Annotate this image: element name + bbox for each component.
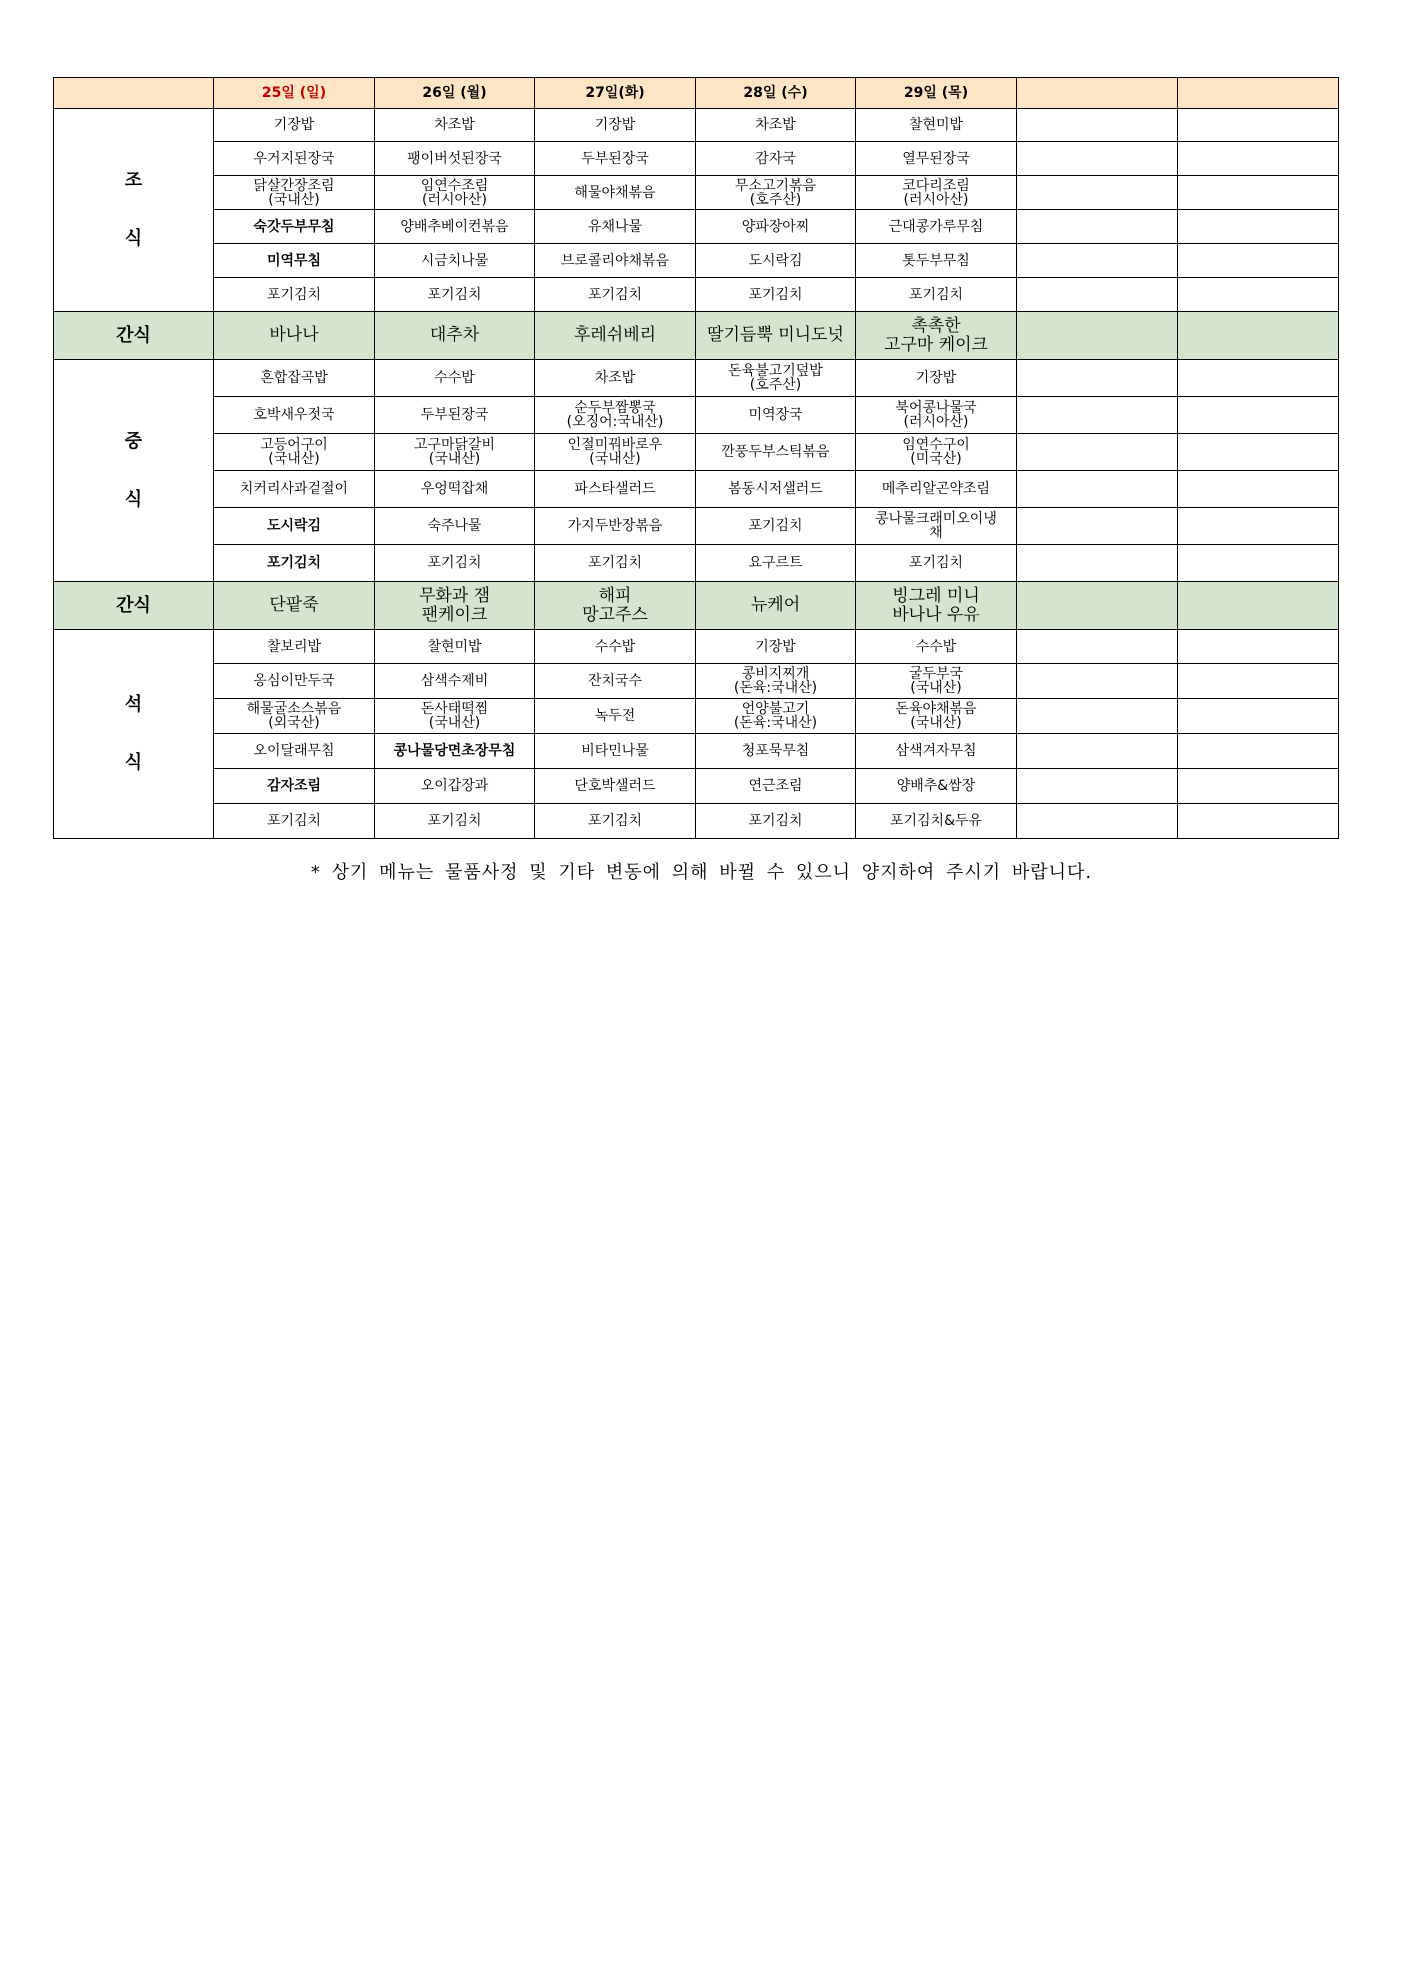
menu-item: 삼색겨자무침: [856, 734, 1017, 769]
menu-item: 숙주나물: [375, 508, 535, 545]
menu-item: 포기김치: [856, 278, 1017, 312]
menu-change-notice: * 상기 메뉴는 물품사정 및 기타 변동에 의해 바뀔 수 있으니 양지하여 주시기 바랍니다.: [310, 862, 1093, 883]
menu-item: [1017, 142, 1178, 176]
menu-item: [1017, 699, 1178, 734]
menu-item: 도시락김: [214, 508, 375, 545]
breakfast-row: [54, 210, 1339, 244]
menu-item: [1178, 434, 1339, 471]
menu-item: 차조밥: [696, 109, 856, 142]
menu-item: 고등어구이 (국내산): [214, 434, 375, 471]
dinner-label-bottom: 식: [124, 752, 143, 773]
lunch-row: [54, 471, 1339, 508]
menu-item: 기장밥: [214, 109, 375, 142]
menu-item: 포기김치: [535, 278, 696, 312]
snack-label: 간식: [54, 582, 214, 630]
menu-item: 열무된장국: [856, 142, 1017, 176]
menu-item: 봄동시저샐러드: [696, 471, 856, 508]
menu-item: 수수밥: [375, 360, 535, 397]
menu-item: 기장밥: [535, 109, 696, 142]
menu-item: [1017, 664, 1178, 699]
snack-item: 무화과 잼 팬케이크: [375, 582, 535, 630]
menu-item: 호박새우젓국: [214, 397, 375, 434]
snack-item: 해피 망고주스: [535, 582, 696, 630]
menu-item: 콩나물크래미오이냉 채: [856, 508, 1017, 545]
menu-item: [1017, 210, 1178, 244]
breakfast-label: [54, 109, 214, 312]
dinner-row: [54, 769, 1339, 804]
breakfast-label-top: 조: [124, 170, 143, 191]
menu-item: 두부된장국: [535, 142, 696, 176]
menu-item: [1178, 769, 1339, 804]
menu-item: [1017, 360, 1178, 397]
menu-item: [1017, 630, 1178, 664]
menu-item: 깐풍두부스틱볶음: [696, 434, 856, 471]
menu-item: 치커리사과겉절이: [214, 471, 375, 508]
menu-item: [1017, 176, 1178, 210]
snack-item: 빙그레 미니 바나나 우유: [856, 582, 1017, 630]
menu-item: 양파장아찌: [696, 210, 856, 244]
lunch-row: [54, 508, 1339, 545]
menu-item: 포기김치: [696, 278, 856, 312]
snack-item: [1178, 312, 1339, 360]
dinner-row: [54, 630, 1339, 664]
menu-item: 도시락김: [696, 244, 856, 278]
lunch-label-bottom: 식: [124, 488, 143, 510]
menu-item: 유채나물: [535, 210, 696, 244]
header-day: [1178, 78, 1339, 109]
snack-item: 뉴케어: [696, 582, 856, 630]
menu-item: 순두부짬뽕국 (오징어:국내산): [535, 397, 696, 434]
menu-item: [1017, 244, 1178, 278]
menu-item: [1178, 176, 1339, 210]
menu-item: [1017, 109, 1178, 142]
menu-item: 차조밥: [375, 109, 535, 142]
menu-item: 포기김치: [856, 545, 1017, 582]
lunch-section: [54, 360, 1339, 582]
breakfast-row: [54, 109, 1339, 142]
header-day: 26일 (월): [375, 78, 535, 109]
menu-item: 시금치나물: [375, 244, 535, 278]
menu-item: 청포묵무침: [696, 734, 856, 769]
lunch-label: [54, 360, 214, 582]
menu-item: 양배추베이컨볶음: [375, 210, 535, 244]
header-day: 25일 (일): [214, 78, 375, 109]
menu-item: 포기김치: [375, 804, 535, 839]
lunch-row: [54, 545, 1339, 582]
menu-item: 임연수조림 (러시아산): [375, 176, 535, 210]
dinner-section: [54, 630, 1339, 839]
lunch-row: [54, 434, 1339, 471]
menu-item: 돈육야채볶음 (국내산): [856, 699, 1017, 734]
menu-item: 코다리조림 (러시아산): [856, 176, 1017, 210]
header-day: 27일(화): [535, 78, 696, 109]
header-day: [1017, 78, 1178, 109]
menu-item: 혼합잡곡밥: [214, 360, 375, 397]
menu-item: 양배추&쌈장: [856, 769, 1017, 804]
breakfast-row: [54, 278, 1339, 312]
menu-item: 가지두반장볶음: [535, 508, 696, 545]
menu-item: 우엉떡잡채: [375, 471, 535, 508]
menu-item: 삼색수제비: [375, 664, 535, 699]
menu-item: [1017, 471, 1178, 508]
menu-item: 닭살간장조림 (국내산): [214, 176, 375, 210]
menu-item: 파스타샐러드: [535, 471, 696, 508]
menu-item: [1178, 804, 1339, 839]
snack-item: [1017, 582, 1178, 630]
menu-item: [1017, 508, 1178, 545]
menu-item: [1017, 545, 1178, 582]
menu-item: [1178, 244, 1339, 278]
menu-item: 요구르트: [696, 545, 856, 582]
menu-item: 포기김치&두유: [856, 804, 1017, 839]
menu-item: 포기김치: [214, 545, 375, 582]
menu-item: 고구마닭갈비 (국내산): [375, 434, 535, 471]
menu-item: [1178, 360, 1339, 397]
menu-item: 포기김치: [696, 804, 856, 839]
menu-item: 메추리알곤약조림: [856, 471, 1017, 508]
menu-item: [1017, 804, 1178, 839]
breakfast-row: [54, 244, 1339, 278]
menu-item: 연근조림: [696, 769, 856, 804]
menu-item: [1178, 630, 1339, 664]
menu-item: 팽이버섯된장국: [375, 142, 535, 176]
menu-item: [1017, 769, 1178, 804]
menu-item: [1017, 278, 1178, 312]
lunch-row: [54, 360, 1339, 397]
menu-item: 돈사태떡찜 (국내산): [375, 699, 535, 734]
menu-item: 두부된장국: [375, 397, 535, 434]
menu-item: 옹심이만두국: [214, 664, 375, 699]
menu-item: 수수밥: [856, 630, 1017, 664]
menu-item: 찰현미밥: [856, 109, 1017, 142]
menu-item: 찰보리밥: [214, 630, 375, 664]
menu-item: 콩비지찌개 (돈육:국내산): [696, 664, 856, 699]
weekly-menu-table: [53, 77, 1339, 839]
snack-item: 촉촉한 고구마 케이크: [856, 312, 1017, 360]
snack-item: 대추차: [375, 312, 535, 360]
menu-item: [1017, 397, 1178, 434]
menu-item: 우거지된장국: [214, 142, 375, 176]
menu-item: 차조밥: [535, 360, 696, 397]
snack-item: 딸기듬뿍 미니도넛: [696, 312, 856, 360]
menu-item: [1178, 734, 1339, 769]
menu-item: 무소고기볶음 (호주산): [696, 176, 856, 210]
breakfast-label-bottom: 식: [124, 228, 143, 249]
snack-label: 간식: [54, 312, 214, 360]
dinner-row: [54, 664, 1339, 699]
menu-item: [1178, 664, 1339, 699]
menu-item: 브로콜리야채볶음: [535, 244, 696, 278]
menu-item: [1178, 545, 1339, 582]
menu-item: [1017, 434, 1178, 471]
menu-item: 감자국: [696, 142, 856, 176]
menu-item: 찰현미밥: [375, 630, 535, 664]
menu-item: 돈육불고기덮밥 (호주산): [696, 360, 856, 397]
snack-item: 단팥죽: [214, 582, 375, 630]
menu-item: 단호박샐러드: [535, 769, 696, 804]
snack-row-2: [54, 582, 1339, 630]
header-corner: [54, 78, 214, 109]
menu-item: 해물야채볶음: [535, 176, 696, 210]
snack-row-1: [54, 312, 1339, 360]
menu-item: 콩나물당면초장무침: [375, 734, 535, 769]
breakfast-row: [54, 142, 1339, 176]
snack-item: [1017, 312, 1178, 360]
menu-item: 포기김치: [375, 545, 535, 582]
menu-item: 오이갑장과: [375, 769, 535, 804]
menu-item: [1017, 734, 1178, 769]
dinner-label-top: 석: [124, 694, 143, 715]
breakfast-section: [54, 109, 1339, 312]
menu-item: [1178, 508, 1339, 545]
menu-item: [1178, 278, 1339, 312]
dinner-row: [54, 699, 1339, 734]
menu-item: 톳두부무침: [856, 244, 1017, 278]
menu-item: 녹두전: [535, 699, 696, 734]
menu-item: 근대콩가루무침: [856, 210, 1017, 244]
menu-item: [1178, 142, 1339, 176]
menu-item: [1178, 397, 1339, 434]
menu-item: 포기김치: [214, 804, 375, 839]
menu-item: 감자조림: [214, 769, 375, 804]
lunch-row: [54, 397, 1339, 434]
menu-item: 굴두부국 (국내산): [856, 664, 1017, 699]
menu-item: 임연수구이 (미국산): [856, 434, 1017, 471]
snack-item: 후레쉬베리: [535, 312, 696, 360]
menu-item: [1178, 210, 1339, 244]
menu-item: 미역장국: [696, 397, 856, 434]
menu-item: 비타민나물: [535, 734, 696, 769]
header-row: [54, 78, 1339, 109]
menu-item: 북어콩나물국 (러시아산): [856, 397, 1017, 434]
menu-item: 포기김치: [375, 278, 535, 312]
menu-item: 인절미꿔바로우 (국내산): [535, 434, 696, 471]
menu-item: 기장밥: [696, 630, 856, 664]
menu-item: [1178, 471, 1339, 508]
menu-item: 기장밥: [856, 360, 1017, 397]
menu-item: 미역무침: [214, 244, 375, 278]
menu-item: [1178, 699, 1339, 734]
breakfast-row: [54, 176, 1339, 210]
header-day: 28일 (수): [696, 78, 856, 109]
menu-item: 수수밥: [535, 630, 696, 664]
menu-item: 잔치국수: [535, 664, 696, 699]
snack-item: [1178, 582, 1339, 630]
menu-item: 해물굴소스볶음 (외국산): [214, 699, 375, 734]
menu-item: [1178, 109, 1339, 142]
snack-item: 바나나: [214, 312, 375, 360]
menu-item: 오이달래무침: [214, 734, 375, 769]
dinner-row: [54, 734, 1339, 769]
menu-item: 포기김치: [535, 804, 696, 839]
menu-item: 포기김치: [214, 278, 375, 312]
menu-item: 포기김치: [696, 508, 856, 545]
menu-item: 숙갓두부무침: [214, 210, 375, 244]
header-day: 29일 (목): [856, 78, 1017, 109]
lunch-label-top: 중: [124, 430, 143, 452]
dinner-label: [54, 630, 214, 839]
menu-item: 포기김치: [535, 545, 696, 582]
menu-item: 언양불고기 (돈육:국내산): [696, 699, 856, 734]
dinner-row: [54, 804, 1339, 839]
